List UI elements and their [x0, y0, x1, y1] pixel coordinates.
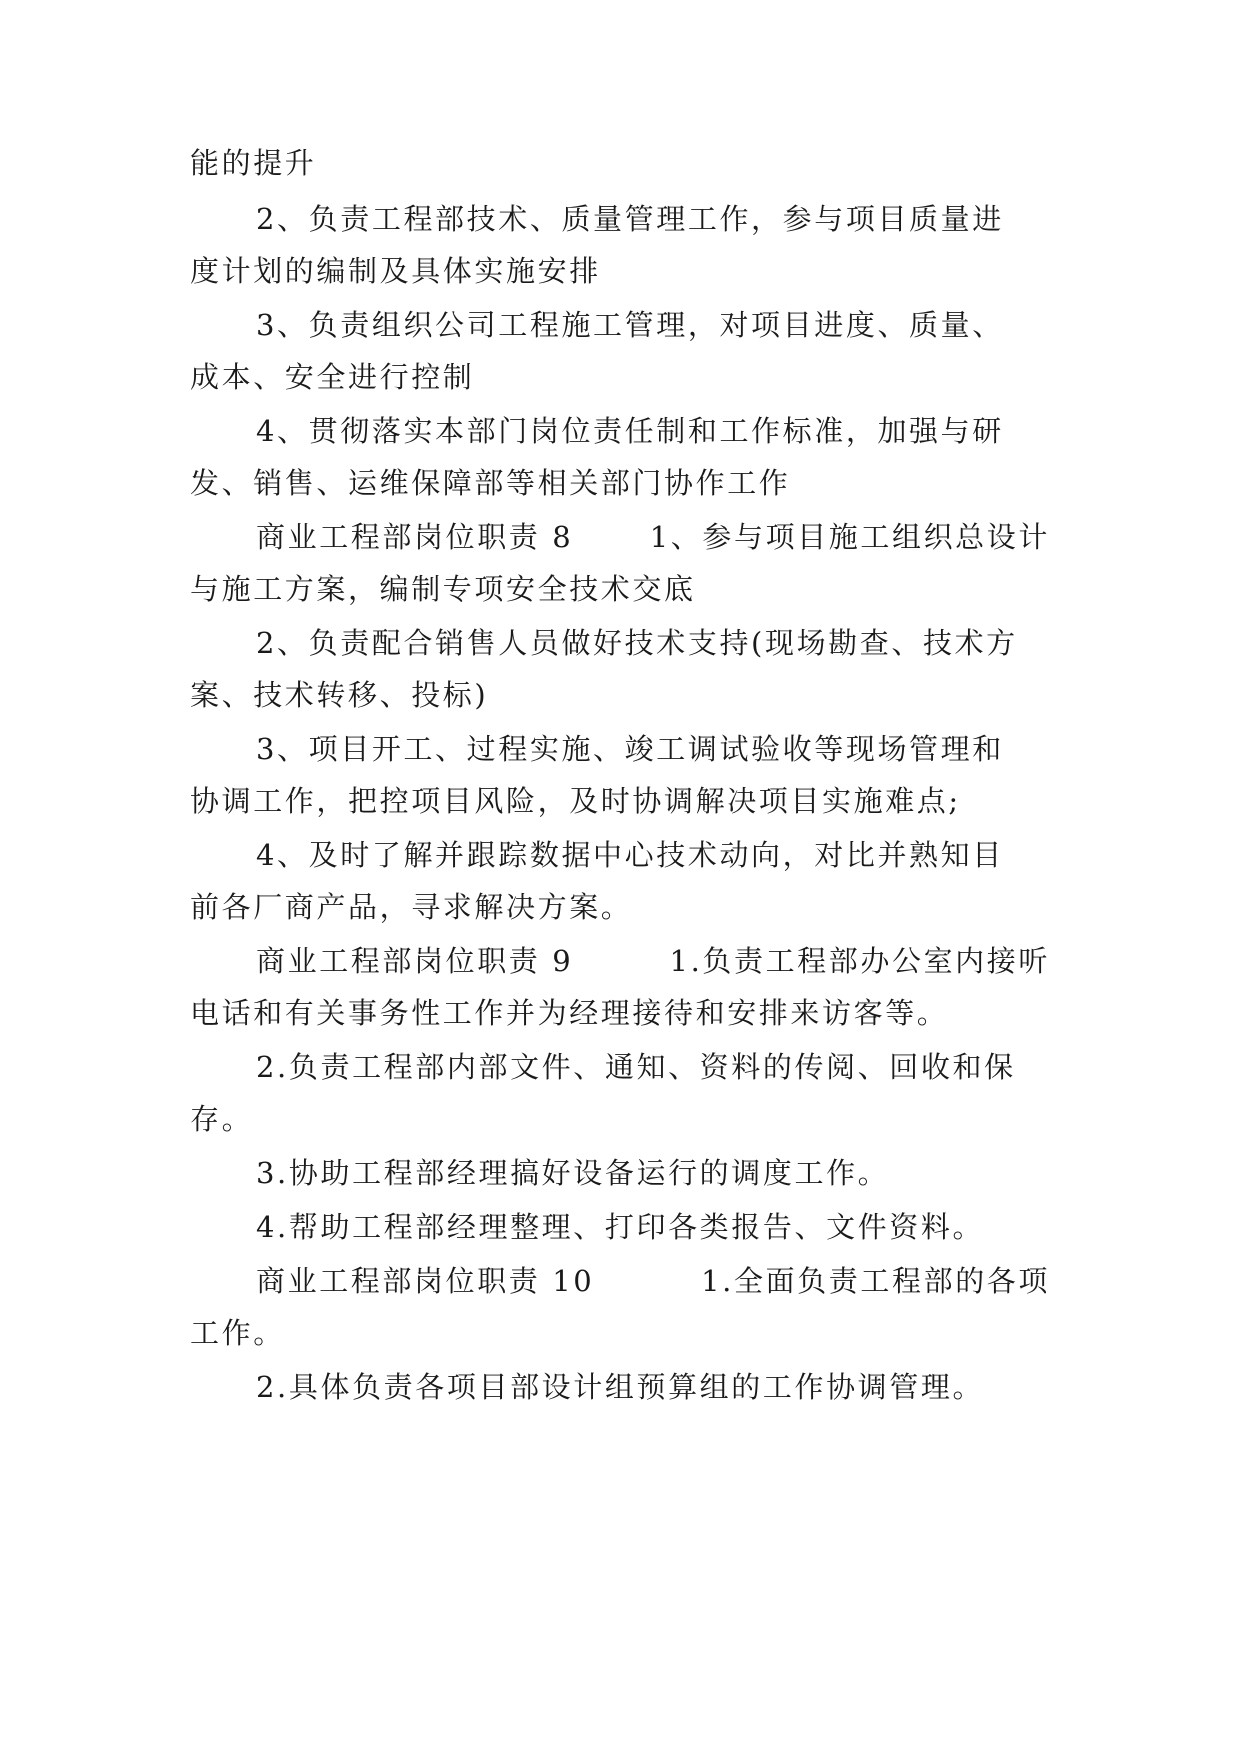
section-first-item: 1.负责工程部办公室内接听 [669, 944, 1050, 978]
paragraph-line: 与施工方案，编制专项安全技术交底 [190, 572, 696, 606]
paragraph-line: 工作。 [190, 1316, 285, 1350]
paragraph-line: 2、负责配合销售人员做好技术支持(现场勘查、技术方 [256, 626, 1018, 660]
paragraph-line: 案、技术转移、投标) [190, 678, 489, 712]
section-first-item: 1、参与项目施工组织总设计 [649, 520, 1050, 554]
section-heading-line [256, 514, 1050, 560]
paragraph-line: 2.负责工程部内部文件、通知、资料的传阅、回收和保 [256, 1050, 1016, 1084]
paragraph-line: 存。 [190, 1102, 254, 1136]
section-first-item: 1.全面负责工程部的各项 [701, 1264, 1050, 1298]
paragraph-line: 3、项目开工、过程实施、竣工调试验收等现场管理和 [256, 732, 1004, 766]
paragraph-line: 发、销售、运维保障部等相关部门协作工作 [190, 466, 791, 500]
paragraph-line: 前各厂商产品，寻求解决方案。 [190, 890, 633, 924]
paragraph-line: 能的提升 [190, 146, 317, 180]
section-title: 商业工程部岗位职责 9 [256, 944, 574, 978]
paragraph-line: 3.协助工程部经理搞好设备运行的调度工作。 [256, 1156, 890, 1190]
section-title: 商业工程部岗位职责 10 [256, 1264, 595, 1298]
paragraph-line: 4、及时了解并跟踪数据中心技术动向，对比并熟知目 [256, 838, 1004, 872]
paragraph-line: 度计划的编制及具体实施安排 [190, 254, 601, 288]
section-heading-line [256, 1258, 1050, 1304]
section-title: 商业工程部岗位职责 8 [256, 520, 574, 554]
paragraph-line: 2、负责工程部技术、质量管理工作，参与项目质量进 [256, 202, 1004, 236]
paragraph-line: 2.具体负责各项目部设计组预算组的工作协调管理。 [256, 1370, 985, 1404]
paragraph-line: 4.帮助工程部经理整理、打印各类报告、文件资料。 [256, 1210, 985, 1244]
paragraph-line: 3、负责组织公司工程施工管理，对项目进度、质量、 [256, 308, 1004, 342]
paragraph-line: 4、贯彻落实本部门岗位责任制和工作标准，加强与研 [256, 414, 1004, 448]
paragraph-line: 电话和有关事务性工作并为经理接待和安排来访客等。 [190, 996, 949, 1030]
section-heading-line [256, 938, 1050, 984]
paragraph-line: 协调工作，把控项目风险，及时协调解决项目实施难点; [190, 784, 961, 818]
paragraph-line: 成本、安全进行控制 [190, 360, 475, 394]
